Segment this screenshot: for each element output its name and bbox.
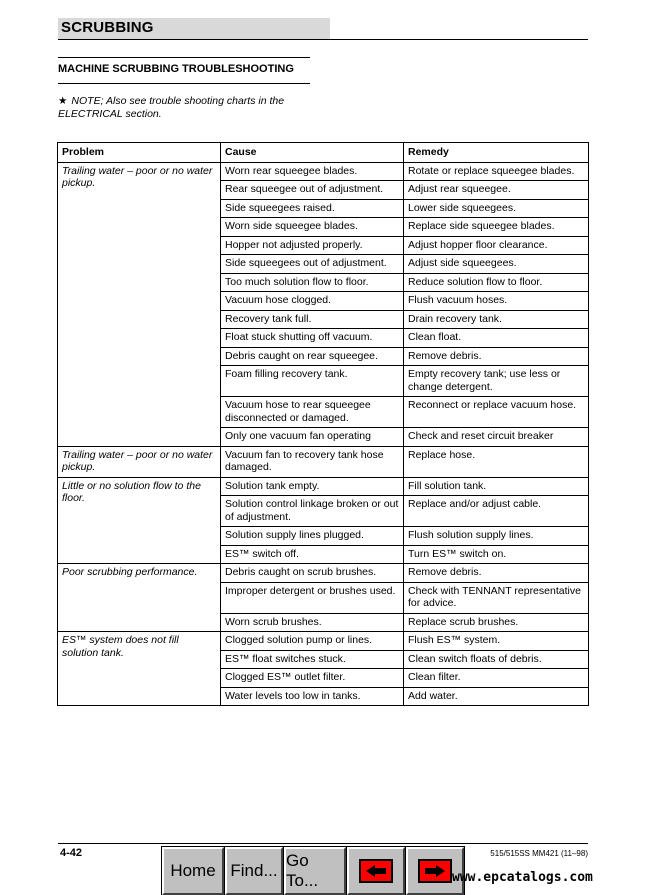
find-button[interactable]: Find... — [225, 847, 283, 895]
problem-cell: Poor scrubbing performance. — [58, 564, 221, 632]
cause-cell: Worn scrub brushes. — [221, 613, 404, 632]
remedy-cell: Reconnect or replace vacuum hose. — [404, 397, 589, 428]
cause-cell: Vacuum hose to rear squeegee disconnected or damaged. — [221, 397, 404, 428]
cause-cell: Clogged ES™ outlet filter. — [221, 669, 404, 688]
subtitle-rule-bottom — [58, 83, 310, 84]
remedy-cell: Turn ES™ switch on. — [404, 545, 589, 564]
table-row — [58, 477, 589, 496]
cause-cell: Debris caught on scrub brushes. — [221, 564, 404, 583]
remedy-cell: Check with TENNANT representative for advice. — [404, 582, 589, 613]
cause-cell: Vacuum fan to recovery tank hose damaged. — [221, 446, 404, 477]
remedy-cell: Remove debris. — [404, 347, 589, 366]
remedy-cell: Flush ES™ system. — [404, 632, 589, 651]
cause-cell: Only one vacuum fan operating — [221, 428, 404, 447]
previous-page-arrow-icon — [359, 859, 393, 883]
cause-cell: Rear squeegee out of adjustment. — [221, 181, 404, 200]
table-row — [58, 564, 589, 583]
remedy-cell: Replace side squeegee blades. — [404, 218, 589, 237]
remedy-cell: Flush solution supply lines. — [404, 527, 589, 546]
table-row — [58, 446, 589, 477]
cause-cell: Improper detergent or brushes used. — [221, 582, 404, 613]
remedy-cell: Flush vacuum hoses. — [404, 292, 589, 311]
table-row — [58, 632, 589, 651]
next-page-arrow-icon — [418, 859, 452, 883]
cause-cell: Recovery tank full. — [221, 310, 404, 329]
cause-cell: Clogged solution pump or lines. — [221, 632, 404, 651]
cause-cell: ES™ float switches stuck. — [221, 650, 404, 669]
troubleshooting-table — [57, 142, 589, 706]
table-header-row — [58, 143, 589, 163]
remedy-cell: Replace scrub brushes. — [404, 613, 589, 632]
page-number: 4-42 — [60, 847, 83, 859]
home-button[interactable]: Home — [162, 847, 224, 895]
cause-cell: Solution tank empty. — [221, 477, 404, 496]
footer-divider — [58, 843, 588, 844]
cause-cell: Solution supply lines plugged. — [221, 527, 404, 546]
remedy-cell: Empty recovery tank; use less or change detergent. — [404, 366, 589, 397]
remedy-cell: Replace hose. — [404, 446, 589, 477]
remedy-cell: Adjust rear squeegee. — [404, 181, 589, 200]
remedy-cell: Check and reset circuit breaker — [404, 428, 589, 447]
remedy-cell: Adjust side squeegees. — [404, 255, 589, 274]
goto-button[interactable]: Go To... — [284, 847, 346, 895]
previous-page-button[interactable] — [347, 847, 405, 895]
subtitle-rule-top — [58, 57, 310, 58]
column-header-cause: Cause — [221, 143, 404, 163]
cause-cell: Worn side squeegee blades. — [221, 218, 404, 237]
cause-cell: Hopper not adjusted properly. — [221, 236, 404, 255]
star-icon: ★ — [58, 95, 68, 107]
note — [58, 95, 328, 121]
cause-cell: Too much solution flow to floor. — [221, 273, 404, 292]
section-title: SCRUBBING — [61, 19, 154, 36]
remedy-cell: Remove debris. — [404, 564, 589, 583]
section-divider — [58, 39, 588, 40]
problem-cell: Trailing water – poor or no water pickup. — [58, 446, 221, 477]
column-header-remedy: Remedy — [404, 143, 589, 163]
remedy-cell: Replace and/or adjust cable. — [404, 496, 589, 527]
remedy-cell: Adjust hopper floor clearance. — [404, 236, 589, 255]
remedy-cell: Rotate or replace squeegee blades. — [404, 162, 589, 181]
cause-cell: ES™ switch off. — [221, 545, 404, 564]
cause-cell: Vacuum hose clogged. — [221, 292, 404, 311]
remedy-cell: Fill solution tank. — [404, 477, 589, 496]
page-subtitle: MACHINE SCRUBBING TROUBLESHOOTING — [58, 63, 294, 75]
cause-cell: Side squeegees out of adjustment. — [221, 255, 404, 274]
remedy-cell: Clean float. — [404, 329, 589, 348]
remedy-cell: Drain recovery tank. — [404, 310, 589, 329]
manual-reference: 515/515SS MM421 (11–98) — [490, 849, 588, 858]
cause-cell: Water levels too low in tanks. — [221, 687, 404, 706]
problem-cell: ES™ system does not fill solution tank. — [58, 632, 221, 706]
table-row — [58, 162, 589, 181]
cause-cell: Foam filling recovery tank. — [221, 366, 404, 397]
cause-cell: Solution control linkage broken or out of adjustment. — [221, 496, 404, 527]
remedy-cell: Clean filter. — [404, 669, 589, 688]
remedy-cell: Lower side squeegees. — [404, 199, 589, 218]
problem-cell: Little or no solution flow to the floor. — [58, 477, 221, 564]
note-text: NOTE; Also see trouble shooting charts in the ELECTRICAL section. — [58, 95, 285, 120]
cause-cell: Worn rear squeegee blades. — [221, 162, 404, 181]
table-body — [58, 162, 589, 706]
remedy-cell: Clean switch floats of debris. — [404, 650, 589, 669]
cause-cell: Debris caught on rear squeegee. — [221, 347, 404, 366]
watermark-text: www.epcatalogs.com — [452, 870, 593, 885]
column-header-problem: Problem — [58, 143, 221, 163]
cause-cell: Side squeegees raised. — [221, 199, 404, 218]
remedy-cell: Add water. — [404, 687, 589, 706]
remedy-cell: Reduce solution flow to floor. — [404, 273, 589, 292]
cause-cell: Float stuck shutting off vacuum. — [221, 329, 404, 348]
navigation-bar — [162, 847, 464, 895]
problem-cell: Trailing water – poor or no water pickup. — [58, 162, 221, 446]
